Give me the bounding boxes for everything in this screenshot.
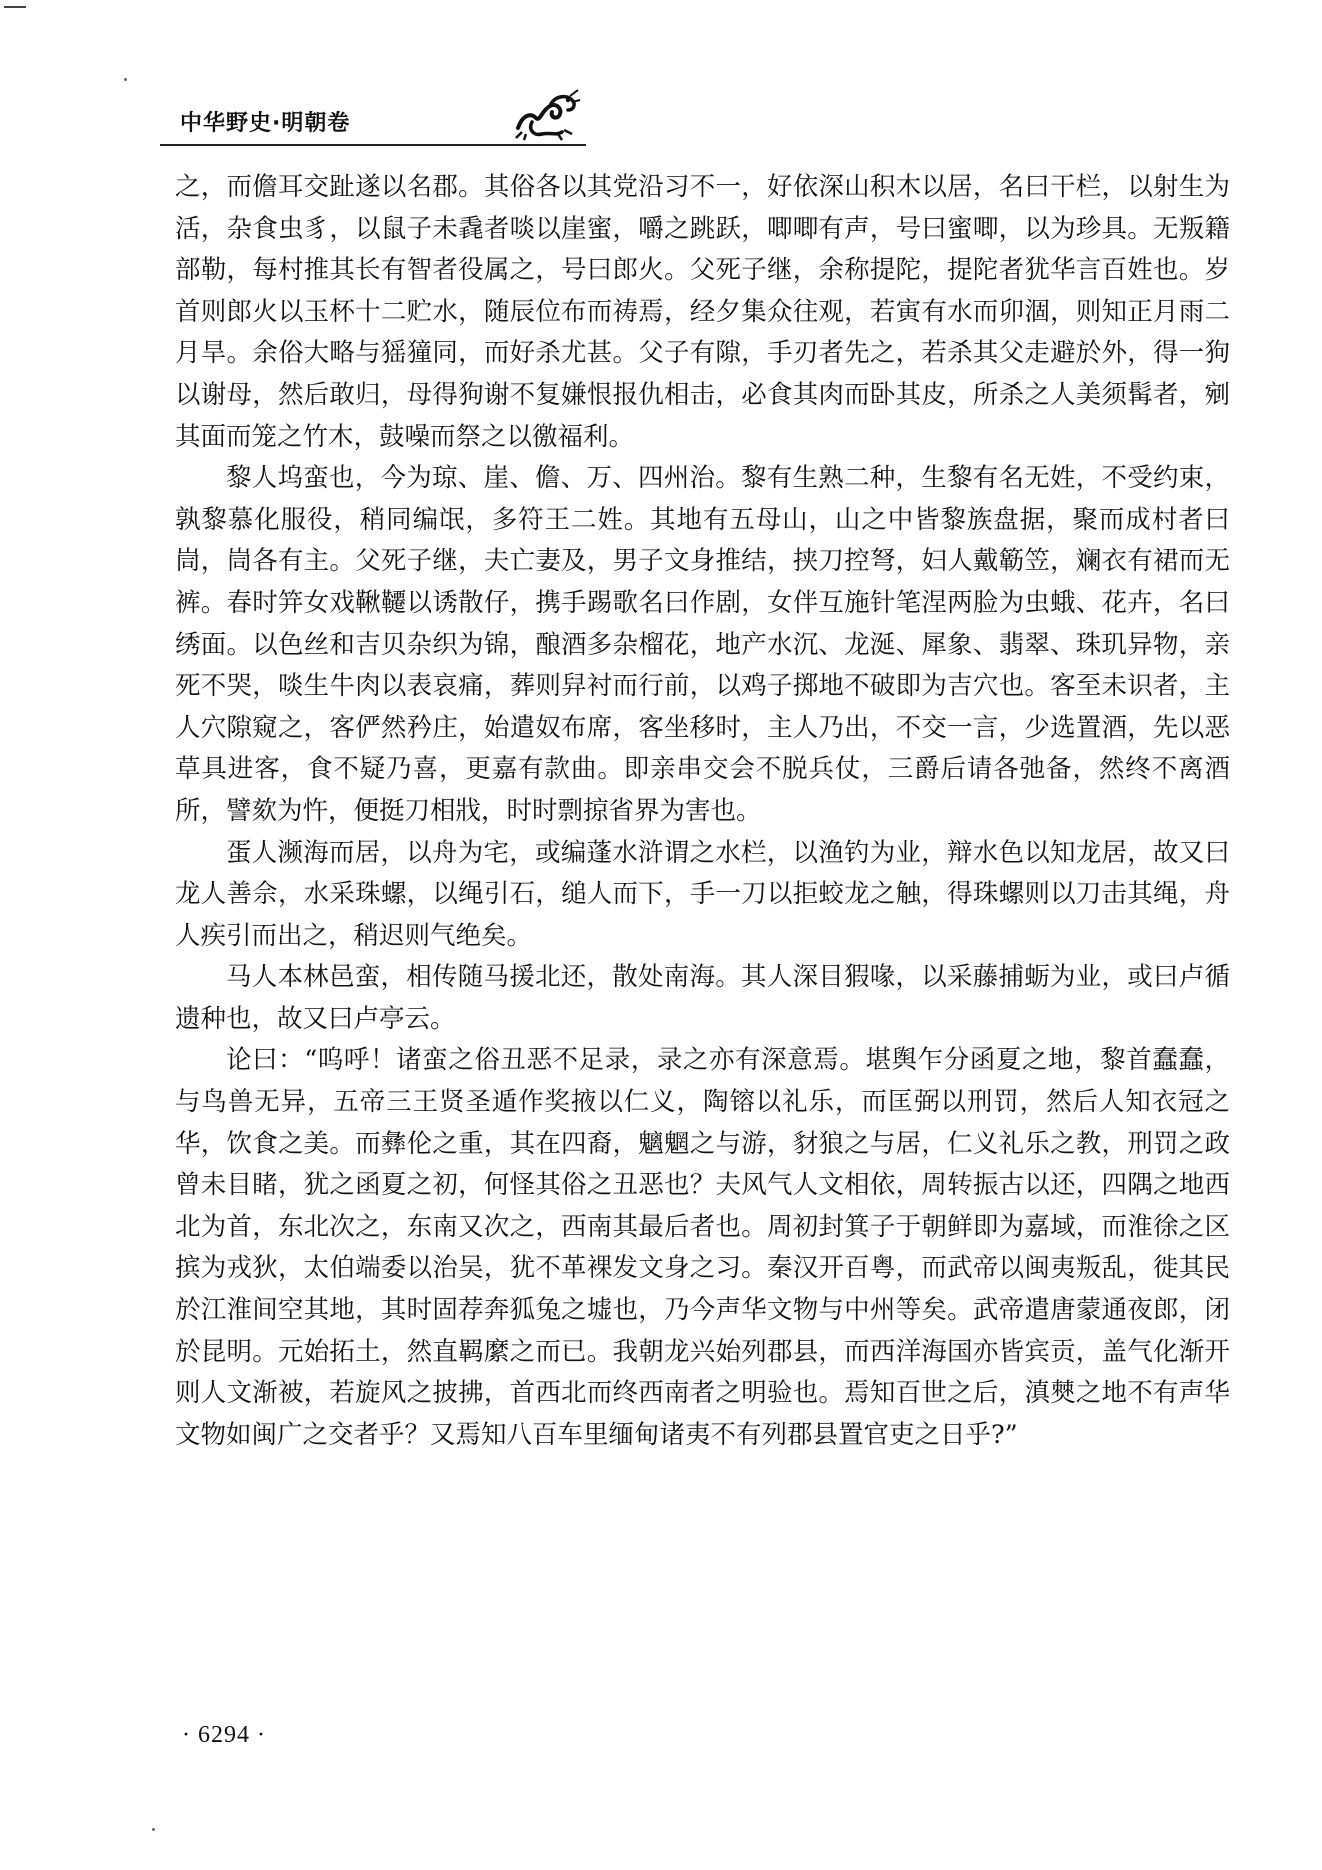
paragraph: 马人本林邑蛮，相传随马援北还，散处南海。其人深目猳喙，以采藤捕蛎为业，或曰卢循遗种也，故又曰卢亭云。 [175, 962, 1230, 1034]
paragraph: 论曰：“呜呼！诸蛮之俗丑恶不足录，录之亦有深意焉。堪舆乍分函夏之地，黎首蠢蠢，与鸟兽无异，五帝三王贤圣遁作奖掖以仁义，陶镕以礼乐，而匡弼以刑罚，然后人知衣冠之华，饮食之美。而彝伦之重，其在四裔，魑魍之与游，豺狼之与居，仁义礼乐之教，刑罚之政曾未目睹，犹之函夏之初，何怪其俗之丑恶也？夫风气人文相依，周转振古以还，四隅之地西北为首，东北次之，东南又次之，西南其最后者也。周初封箕子于朝鲜即为嘉域，而淮徐之区摈为戎狄，太伯端委以治吴，犹不革裸发文身之习。秦汉开百粤，而武帝以闽夷叛乱，徙其民於江淮间空其地，其时固荐奔狐兔之墟也，乃今声华文物与中州等矣。武帝遣唐蒙通夜郎，闭於昆明。元始拓土，然直羁縻之而已。我朝龙兴始列郡县，而西洋海国亦皆宾贡，盖气化渐开则人文渐被，若旋风之披拂，首西北而终西南者之明验也。焉知百世之后，滇僰之地不有声华文物如闽广之交者乎？又焉知八百车里缅甸诸夷不有列郡县置官吏之日乎?” [175, 1045, 1230, 1450]
paragraph: 之，而儋耳交趾遂以名郡。其俗各以其党沿习不一，好依深山积木以居，名曰干栏，以射生为活，杂食虫豸，以鼠子未毳者啖以崖蜜，嚼之跳跃，唧唧有声，号曰蜜唧，以为珍具。无叛籍部勒，每村推其长有智者役属之，号曰郎火。父死子继，余称提陀，提陀者犹华言百姓也。岁首则郎火以玉杯十二贮水，随辰位布而祷焉，经夕集众往观，若寅有水而卯涸，则知正月雨二月旱。余俗大略与猺獞同，而好杀尤甚。父子有隙，手刃者先之，若杀其父走避於外，得一狗以谢母，然后敢归，母得狗谢不复嫌恨报仇相击，必食其肉而卧其皮，所杀之人美须髯者，剜其面而笼之竹木，鼓噪而祭之以徼福利。 [175, 172, 1230, 452]
scan-speck [124, 78, 127, 81]
dragon-emblem-icon [512, 88, 582, 142]
scan-artifact [4, 6, 26, 8]
body-text [175, 167, 1230, 1456]
scan-speck [152, 1828, 155, 1831]
page-number: · 6294 · [182, 1722, 266, 1748]
paragraph: 蛋人濒海而居，以舟为宅，或编蓬水浒谓之水栏，以渔钓为业，辩水色以知龙居，故又曰龙人善佘，水采珠螺，以绳引石，缒人而下，手一刀以拒蛟龙之触，得珠螺则以刀击其绳，舟人疾引而出之，稍迟则气绝矣。 [175, 837, 1230, 951]
paragraph: 黎人坞蛮也，今为琼、崖、儋、万、四州治。黎有生熟二种，生黎有名无姓，不受约束，孰黎慕化服役，稍同编氓，多符王二姓。其地有五母山，山之中皆黎族盘据，聚而成村者曰峝，峝各有主。父死子继，夫亡妻及，男子文身推结，挟刀控弩，妇人戴簕笠，斓衣有裙而无裤。春时笄女戏鞦韆以诱散仔，携手踢歌名曰作剧，女伴互施针笔涅两脸为虫蛾、花卉，名曰绣面。以色丝和吉贝杂织为锦，酿酒多杂榴花，地产水沉、龙涎、犀象、翡翠、珠玑异物，亲死不哭，啖生牛肉以表哀痛，葬则舁衬而行前，以鸡子掷地不破即为吉穴也。客至未识者，主人穴隙窥之，客俨然矜庄，始遣奴布席，客坐移时，主人乃出，不交一言，少选置酒，先以恶草具进客，食不疑乃喜，更嘉有款曲。即亲串交会不脱兵仗，三爵后请各弛备，然终不离酒所，譬欬为忤，便挺刀相戕，时时剽掠省界为害也。 [175, 463, 1230, 826]
running-header [160, 98, 586, 146]
book-title: 中华野史·明朝卷 [180, 111, 351, 136]
